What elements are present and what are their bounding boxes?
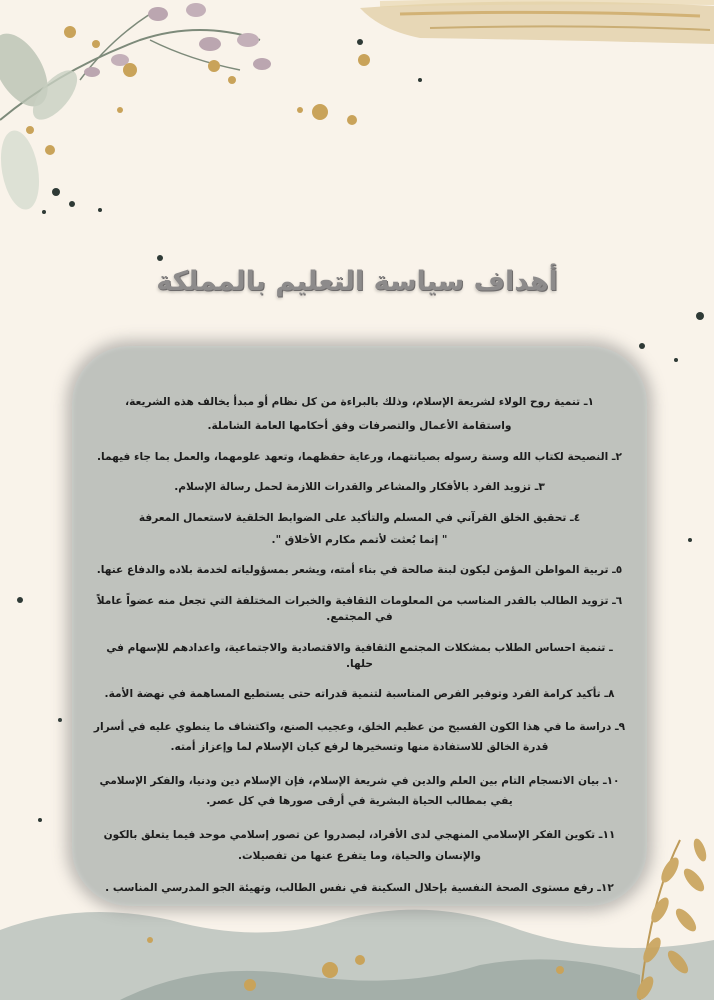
goal-item: ٤ـ تحقيق الخلق القرآني في المسلم والتأكيد على الضوابط الخلقية لاستعمال المعرفة — [138, 511, 581, 524]
goals-list — [92, 394, 627, 896]
goal-item: " إنما بُعثت لأتمم مكارم الأخلاق ". — [271, 534, 448, 547]
goal-item: ٦ـ تزويد الطالب بالقدر المناسب من المعلومات الثقافية والخبرات المختلفة التي تجعل منه عضواً عاملاً في المجتمع. — [96, 594, 623, 624]
goal-item: ١٢ـ رفع مستوى الصحة النفسية بإحلال السكينة في نفس الطالب، وتهيئة الجو المدرسي المناسب . — [105, 881, 614, 894]
goal-item: ٨ـ تأكيد كرامة الفرد وتوفير الفرص المناسبة لتنمية قدراته حتى يستطيع المساهمة في نهضة الأمة. — [104, 688, 615, 701]
goal-item: واستقامة الأعمال والتصرفات وفق أحكامها العامة الشاملة. — [207, 420, 512, 433]
goal-item: ١١ـ تكوين الفكر الإسلامي المنهجي لدى الأفراد، ليصدروا عن تصور إسلامي موحد فيما يتعلق بالكون والإنسان والحياة، وما يتفرع عنها من تفصيلات. — [103, 829, 616, 862]
goal-item: ـ تنمية احساس الطلاب بمشكلات المجتمع الثقافية والاقتصادية والاجتماعية، واعدادهم للإسهام في حلها. — [106, 641, 613, 671]
leaf-branch-top-left — [0, 3, 271, 213]
gold-dots — [26, 26, 370, 155]
goal-item: ٩ـ دراسة ما في هذا الكون الفسيح من عظيم الخلق، وعجيب الصنع، واكتشاف ما ينطوي عليه في أسرار قدرة الخالق للاستفادة منها وتسخيرها لرفع كيان الإسلام لما وإعزاز أمته. — [93, 720, 626, 753]
goal-item: ٥ـ تربية المواطن المؤمن ليكون لبنة صالحة في بناء أمته، ويشعر بمسؤولياته لخدمة بلاده والدفاع عنها. — [96, 564, 623, 577]
goal-item: ٢ـ النصيحة لكتاب الله وسنة رسوله بصيانتهما، ورعاية حفظهما، وتعهد علومهما، والعمل بما جاء فيهما. — [96, 450, 623, 463]
page-title: أهداف سياسة التعليم بالمملكة — [156, 266, 558, 297]
gold-brush-stroke — [360, 1, 714, 44]
goal-item: ٣ـ تزويد الفرد بالأفكار والمشاعر والقدرات اللازمة لحمل رسالة الإسلام. — [174, 481, 545, 494]
bottom-watercolor — [0, 910, 714, 1000]
goal-item: ١ـ تنمية روح الولاء لشريعة الإسلام، وذلك بالبراءة من كل نظام أو مبدأ يخالف هذه الشريعة، — [125, 396, 594, 408]
goal-item: ١٠ـ بيان الانسجام التام بين العلم والدين في شريعة الإسلام، فإن الإسلام دين ودنيا، والفكر الإسلامي يفي بمطالب الحياة البشرية في أرقى صورها في كل عصر. — [99, 775, 620, 808]
